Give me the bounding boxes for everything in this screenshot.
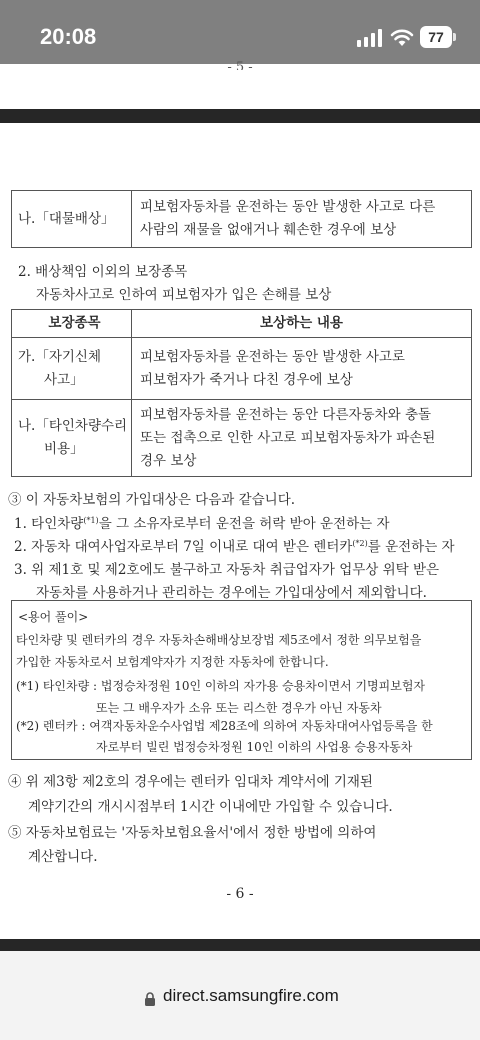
wifi-icon	[390, 27, 414, 47]
list-item	[14, 535, 455, 555]
coverage-table	[11, 309, 472, 477]
column-header: 보장종목	[12, 310, 132, 338]
coverage-item	[12, 338, 132, 400]
coverage-item: 나.「대물배상」	[12, 191, 132, 248]
footnote-marker: (*1)	[83, 516, 99, 525]
column-header: 보상하는 내용	[132, 310, 472, 338]
glossary-note: (*2) 렌터카 : 여객자동차운수사업법 제28조에 의하여 자동차대여사업등록을 한	[16, 719, 433, 733]
point4-line: ④ 위 제3항 제2호의 경우에는 렌터카 임대차 계약서에 기재된	[8, 774, 373, 790]
point3-heading: ③ 이 자동차보험의 가입대상은 다음과 같습니다.	[8, 492, 296, 508]
battery-level: 77	[428, 29, 444, 45]
point5-line: 계산합니다.	[28, 849, 98, 865]
coverage-item-line: 나.「타인차량수리	[18, 418, 128, 434]
url-text[interactable]: direct.samsungfire.com	[163, 986, 339, 1005]
page-separator	[0, 109, 480, 123]
coverage-description	[132, 191, 472, 248]
point5-line: ⑤ 자동차보험료는 '자동차보험요율서'에서 정한 방법에 의하여	[8, 825, 377, 841]
page-separator	[0, 939, 480, 951]
glossary-line: 타인차량 및 렌터카의 경우 자동차손해배상보장법 제5조에서 정한 의무보험을	[16, 633, 422, 647]
coverage-description	[132, 338, 472, 400]
list-item	[14, 512, 390, 532]
coverage-table-continued	[11, 190, 472, 248]
list-item-text: 을 그 소유자로부터 운전을 허락 받아 운전하는 자	[98, 516, 390, 532]
coverage-description	[132, 400, 472, 477]
table-row	[12, 191, 472, 248]
table-header-row	[12, 310, 472, 338]
description-line: 피보험자동차를 운전하는 동안 다른자동차와 충돌	[140, 406, 432, 423]
page-number: - 6 -	[226, 886, 254, 902]
coverage-item-line: 가.「자기신체	[18, 348, 101, 365]
description-line: 사람의 재물을 없애거나 훼손한 경우에 보상	[140, 222, 397, 238]
cellular-signal-icon	[357, 29, 383, 47]
description-line: 경우 보상	[140, 452, 197, 469]
list-item-text: 1. 타인차량	[14, 516, 84, 532]
glossary-title: <용어 풀이>	[18, 610, 89, 624]
description-line: 피보험자동차를 운전하는 동안 발생한 사고로	[140, 348, 405, 365]
battery-icon	[420, 26, 456, 48]
section-heading: 2. 배상책임 이외의 보장종목	[18, 264, 188, 280]
list-item-text: 2. 자동차 대여사업자로부터 7일 이내로 대여 받은 렌터카	[14, 539, 353, 555]
description-line: 또는 접촉으로 인한 사고로 피보험자동차가 파손된	[140, 429, 436, 446]
status-bar	[0, 0, 480, 64]
list-item: 3. 위 제1호 및 제2호에도 불구하고 자동차 취급업자가 업무상 위탁 받은	[14, 562, 440, 578]
description-line: 피보험자가 죽거나 다친 경우에 보상	[140, 371, 353, 388]
point4-line: 계약기간의 개시시점부터 1시간 이내에만 가입할 수 있습니다.	[28, 799, 393, 815]
footnote-marker: (*2)	[352, 539, 368, 548]
status-time: 20:08	[40, 24, 97, 49]
lock-icon	[144, 992, 156, 1006]
coverage-item-line: 비용」	[44, 441, 84, 457]
coverage-item-line: 사고」	[44, 371, 84, 388]
list-item-text: 를 운전하는 자	[367, 539, 455, 555]
table-row	[12, 338, 472, 400]
description-line: 피보험자동차를 운전하는 동안 발생한 사고로 다른	[140, 199, 436, 215]
list-item-continued: 자동차를 사용하거나 관리하는 경우에는 가입대상에서 제외합니다.	[36, 585, 427, 601]
glossary-note: 또는 그 배우자가 소유 또는 리스한 경우가 아닌 자동차	[96, 701, 382, 715]
glossary-note: 자로부터 빌린 법정승차정원 10인 이하의 사업용 승용자동차	[96, 740, 413, 754]
previous-page-number: - 5 -	[227, 60, 253, 70]
coverage-item	[12, 400, 132, 477]
glossary-line: 가입한 자동차로서 보험계약자가 지정한 자동차에 한합니다.	[16, 655, 329, 669]
glossary-note: (*1) 타인차량 : 법정승차정원 10인 이하의 자가용 승용차이면서 기명피보험자	[16, 679, 425, 693]
section-subtext: 자동차사고로 인하여 피보험자가 입은 손해를 보상	[36, 287, 332, 303]
table-row	[12, 400, 472, 477]
